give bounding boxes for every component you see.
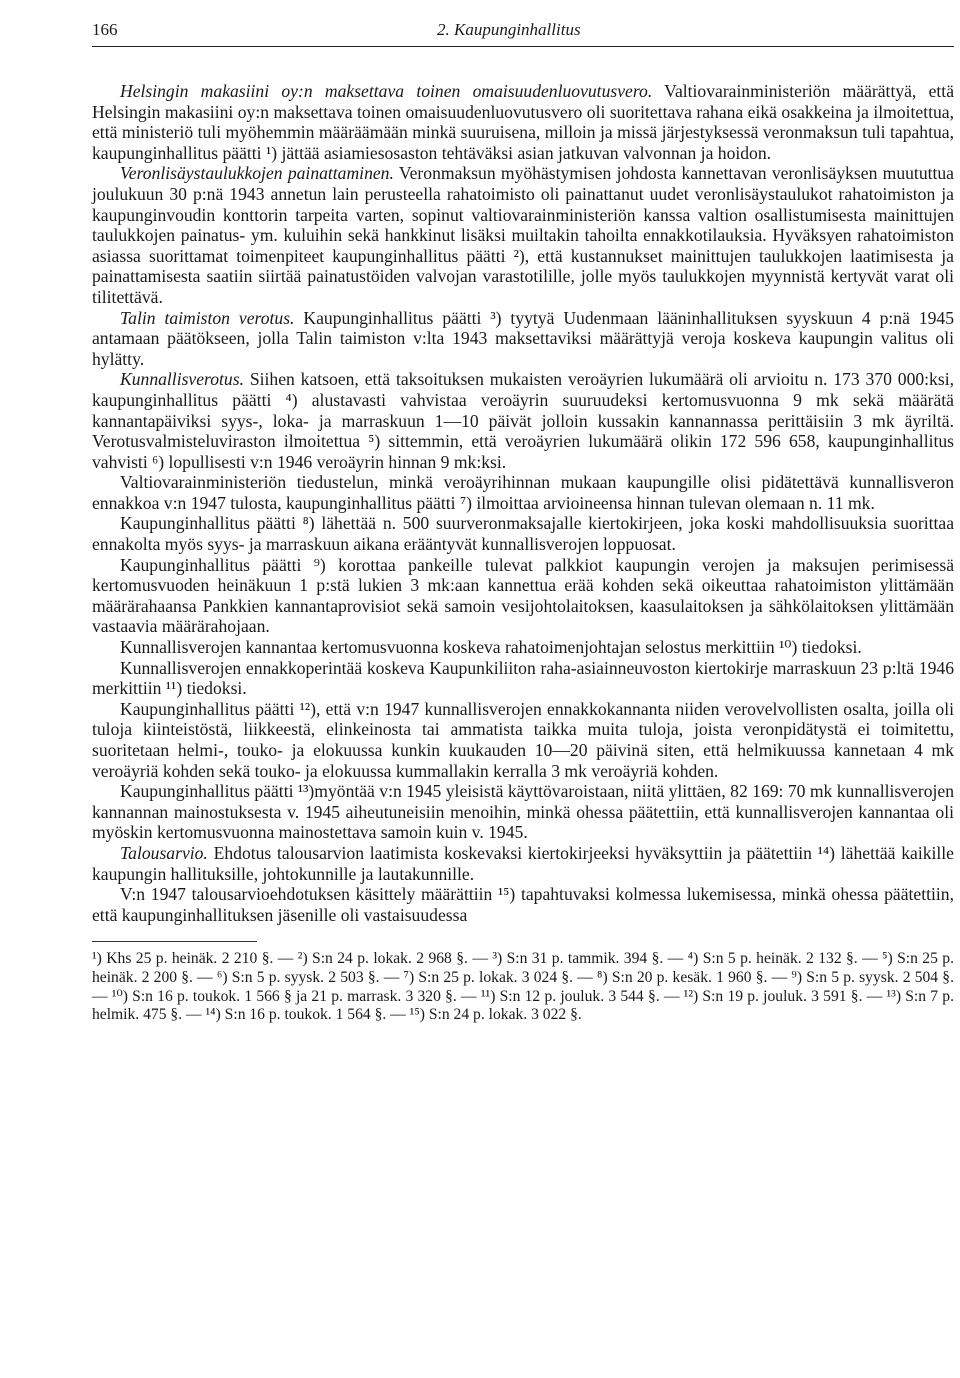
footnote-text: ¹) Khs 25 p. heinäk. 2 210 §. — ²) S:n 24 p. lokak. 2 968 §. — ³) S:n 31 p. tammik. 394 §. — ⁴) S:n 5 p. heinäk. 2 132 §. — ⁵) S:n 25 p. heinäk. 2 200 §. — ⁶) S:n 5 p. syysk. 2 503 §. — ⁷) S:n 25 p. lokak. 3 024 §. — ⁸) S:n 20 p. kesäk. 1 960 §. — ⁹) S:n 5 p. syysk. 2 504 §. — ¹⁰) S:n 16 p. toukok. 1 566 § ja 21 p. marrask. 3 320 §. — ¹¹) S:n 12 p. jouluk. 3 544 §. — ¹²) S:n 19 p. jouluk. 3 591 §. — ¹³) S:n 7 p. helmik. 475 §. — ¹⁴) S:n 16 p. toukok. 1 564 §. — ¹⁵) S:n 24 p. lokak. 3 022 §. — [92, 950, 954, 1024]
paragraph — [92, 884, 954, 925]
page-number: 166 — [92, 20, 118, 39]
paragraph-text: Veronmaksun myöhästymisen johdosta kannettavan veronlisäyksen muututtua joulukuun 30 p:nä 1943 annetun lain perusteella rahatoimisto oli painattanut uudet veronlisäystaulukot rahatoimiston ja kaupunginvoudin konttorin tarpeita varten, sopinut valtiovarainministeriön kanssa valtion osallistumisesta mainittujen taulukkojen painatus- ym. kuluihin sekä hankkinut lisäksi muiltakin tahoilta ennakkotilauksia. Hyväksyen rahatoimiston asiassa suorittamat toimenpiteet kaupunginhallitus päätti ²), että kustannukset mainittujen taulukkojen laatimisesta ja painattamisesta saatiin siirtää painatustöiden valvojan varastotilille, jolle myös taulukkojen myynnistä kertyvät varat oli tilitettävä. — [92, 163, 954, 307]
footnote-divider — [92, 941, 257, 942]
paragraph — [92, 81, 954, 163]
paragraph-text: Siihen katsoen, että taksoituksen mukaisten veroäyrien lukumäärä oli arvioitu n. 173 370 000:ksi, kaupunginhallitus päätti ⁴) alustavasti vahvistaa veroäyrin suuruudeksi kertomusvuonna 9 mk sekä määrätä kannantapäiviksi syys-, loka- ja marraskuun 1—10 päivät jolloin kussakin kannannassa perittäisiin 3 mk äyriltä. Verotusvalmisteluviraston ilmoitettua ⁵) sittemmin, että veroäyrien lukumäärä olikin 172 596 658, kaupunginhallitus vahvisti ⁶) lopullisesti v:n 1946 veroäyrin hinnan 9 mk:ksi. — [92, 369, 954, 472]
paragraph-text: Kaupunginhallitus päätti ³) tyytyä Uudenmaan lääninhallituksen syyskuun 4 p:nä 1945 antamaan päätökseen, jolla Talin taimiston v:lta 1943 maksettaviksi määrättyjä veroja koskeva kaupungin valitus oli hylätty. — [92, 307, 955, 369]
paragraph-text: Kunnallisverojen kannantaa kertomusvuonna koskeva rahatoimenjohtajan selostus merkittiin ¹⁰) tiedoksi. — [120, 637, 862, 658]
paragraph-heading: Talousarvio. — [120, 842, 208, 863]
paragraph-heading: Helsingin makasiini oy:n maksettava toinen omaisuudenluovutusvero. — [120, 81, 653, 101]
paragraph-text: Kaupunginhallitus päätti ⁹) korottaa pankeille tulevat palkkiot kaupungin verojen ja maksujen perimisessä kertomusvuoden heinäkuun 1 p:stä lukien 3 mk:aan kannettua erää kohden sekä oikeuttaa rahatoimiston ylittämään määrärahaansa Pankkien kannantaprovisiot sekä samoin vesijohtolaitoksen, kaasulaitoksen ja sähkölaitoksen ylittämään vastaavia määrärahojaan. — [92, 554, 954, 637]
page — [92, 14, 954, 1025]
paragraph-text: V:n 1947 talousarvioehdotuksen käsittely määrättiin ¹⁵) tapahtuvaksi kolmessa lukemisessa, minkä ohessa päätettiin, että kaupunginhallituksen jäsenille oli vastaisuudessa — [92, 884, 954, 925]
paragraph-text: Valtiovarainministeriön määrättyä, että Helsingin makasiini oy:n maksettava toinen omaisuudenluovutusvero oli suoritettava rahana eikä osakkeina ja ilmoitettua, että ministeriö tuli myöhemmin määräämään minkä suuruisena, milloin ja missä järjestyksessä veronmaksun tuli tapahtua, kaupunginhallitus päätti ¹) jättää asiamiesosaston tehtäväksi asian jatkuvan valvonnan ja hoidon. — [92, 81, 954, 163]
paragraph — [92, 163, 954, 307]
paragraph — [92, 658, 954, 699]
paragraph — [92, 637, 954, 658]
paragraph-text: Kaupunginhallitus päätti ⁸) lähettää n. 500 suurveronmaksajalle kiertokirjeen, joka koski mahdollisuuksia suorittaa ennakolta myös syys- ja marraskuun aikana erääntyvät kunnallisverojen loppuosat. — [92, 513, 954, 555]
footnotes — [92, 950, 954, 1024]
running-title: 2. Kaupunginhallitus — [437, 20, 581, 39]
running-header — [92, 14, 954, 47]
paragraph — [92, 513, 954, 554]
paragraph-text: Kunnallisverojen ennakkoperintää koskeva Kaupunkiliiton raha-asiainneuvoston kiertokirje marraskuun 23 p:ltä 1946 merkittiin ¹¹) tiedoksi. — [92, 657, 954, 699]
paragraph-text: Kaupunginhallitus päätti ¹²), että v:n 1947 kunnallisverojen ennakkokannanta niiden verovelvollisten osalta, joilla oli tuloja kiinteistöstä, liikkeestä, elinkeinosta tai ammatista taikka muita tuloja, joista veronpidätystä ei toimitettu, suoritetaan helmi-, touko- ja elokuussa kunkin kuukauden 10—20 päivinä siten, että helmikuussa kannetaan 4 mk veroäyriä kohden sekä touko- ja elokuussa kummallakin kerralla 3 mk veroäyriä kohden. — [92, 698, 954, 781]
paragraph-text: Ehdotus talousarvion laatimista koskevaksi kiertokirjeeksi hyväksyttiin ja päätettiin ¹⁴) lähettää kaikille kaupungin hallituksille, johtokunnille ja lautakunnille. — [92, 842, 954, 884]
paragraph — [92, 699, 954, 781]
paragraph-text: Valtiovarainministeriön tiedustelun, minkä veroäyrihinnan mukaan kaupungille olisi pidätettävä kunnallisveron ennakkoa v:n 1947 tulosta, kaupunginhallitus päätti ⁷) ilmoittaa arvioineensa hinnan tulevan olemaan n. 11 mk. — [92, 472, 954, 513]
paragraph-heading: Veronlisäystaulukkojen painattaminen. — [120, 163, 394, 184]
paragraph — [92, 472, 954, 513]
body-text — [92, 81, 954, 925]
paragraph-heading: Talin taimiston verotus. — [120, 307, 295, 328]
paragraph — [92, 369, 954, 472]
paragraph-heading: Kunnallisverotus. — [120, 369, 244, 390]
paragraph — [92, 555, 954, 637]
paragraph-text: Kaupunginhallitus päätti ¹³)myöntää v:n 1945 yleisistä käyttövaroistaan, niitä ylittäen, 82 169: 70 mk kunnallisverojen kannannan mainostuksesta v. 1945 aiheutuneisiin menoihin, minkä ohessa päätettiin, että kunnallisverojen kannantaa oli myöskin kertomusvuonna mainostettava samoin kuin v. 1945. — [92, 781, 954, 843]
paragraph — [92, 781, 954, 843]
paragraph — [92, 308, 954, 370]
paragraph — [92, 843, 954, 884]
